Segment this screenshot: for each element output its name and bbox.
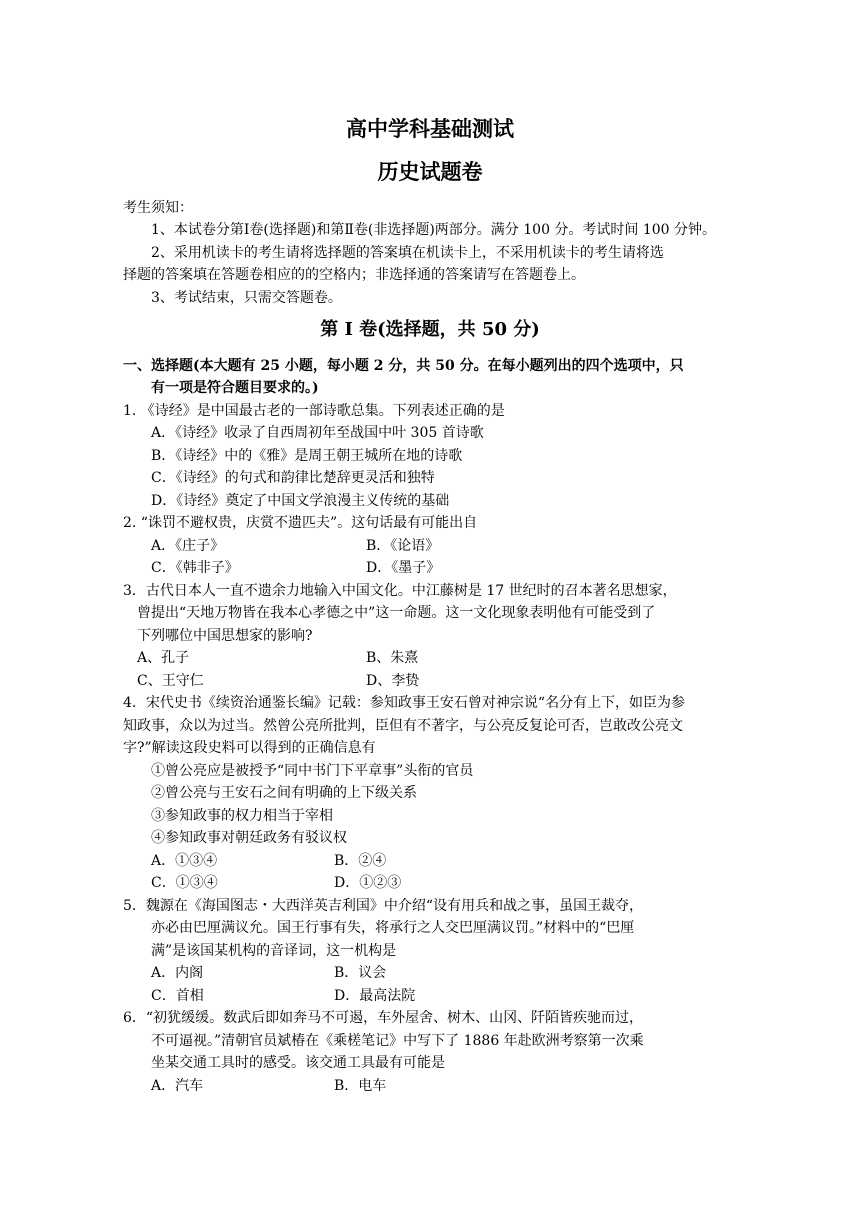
question-6-option-a: A．汽车 [151, 1078, 204, 1094]
question-2-option-a: A．《庄子》 [151, 538, 225, 554]
notice-heading: 考生须知： [123, 200, 193, 216]
question-1-option-c: C．《诗经》的句式和韵律比楚辞更灵活和独特 [151, 470, 435, 486]
question-2-option-c: C．《韩非子》 [151, 560, 239, 576]
question-2-stem: 2. “诛罚不避权贵，庆赏不遗匹夫”。这句话最有可能出自 [123, 515, 478, 531]
question-4-stem-line-3: 字?”解读这段史料可以得到的正确信息有 [123, 740, 376, 756]
question-4-option-c: C．①③④ [151, 875, 218, 891]
question-1-stem: 1. 《诗经》是中国最古老的一部诗歌总集。下列表述正确的是 [123, 403, 505, 419]
question-3-stem-line-1: 3．古代日本人一直不遗余力地输入中国文化。中江藤树是 17 世纪时的召本著名思想家， [123, 583, 677, 599]
question-1-option-d: D．《诗经》奠定了中国文学浪漫主义传统的基础 [151, 493, 450, 509]
question-6-stem-line-1: 6．“初犹缓缓。数武后即如奔马不可遏，车外屋舍、树木、山冈、阡陌皆疾驰而过， [123, 1010, 644, 1026]
question-5-stem-line-1: 5．魏源在《海国图志・大西洋英吉利国》中介绍“设有用兵和战之事，虽国王裁夺， [123, 898, 644, 914]
question-4-option-a: A．①③④ [151, 853, 218, 869]
question-2-option-d: D．《墨子》 [366, 560, 441, 576]
question-5-option-d: D．最高法院 [334, 988, 416, 1004]
section-instruction-line-2: 有一项是符合题目要求的。) [151, 380, 319, 396]
notice-item-2-line-2: 择题的答案填在答题卷相应的的空格内；非选择通的答案请写在答题卷上。 [123, 267, 585, 283]
exam-title: 高中学科基础测试 [346, 116, 514, 141]
section-title: 第 I 卷(选择题，共 50 分) [320, 319, 540, 340]
notice-item-1: 1、本试卷分第Ⅰ卷(选择题)和第Ⅱ卷(非选择题)两部分。满分 100 分。考试时间 100 分钟。 [151, 222, 717, 238]
question-4-option-d: D．①②③ [334, 875, 402, 891]
question-6-option-b: B．电车 [334, 1078, 387, 1094]
question-4-statement-4: ④参知政事对朝廷政务有驳议权 [151, 830, 347, 846]
question-5-option-a: A．内阁 [151, 965, 204, 981]
question-3-option-a: A、孔子 [137, 650, 190, 666]
question-5-option-b: B．议会 [334, 965, 387, 981]
question-5-stem-line-3: 满”是该国某机构的音译词，这一机构是 [151, 943, 397, 959]
question-4-statement-2: ②曾公亮与王安石之间有明确的上下级关系 [151, 785, 417, 801]
question-3-option-b: B、朱熹 [366, 650, 419, 666]
notice-item-2-line-1: 2、采用机读卡的考生请将选择题的答案填在机读卡上，不采用机读卡的考生请将选 [151, 245, 664, 261]
question-4-stem-line-1: 4．宋代史书《续资治通鉴长编》记载：参知政事王安石曾对神宗说“名分有上下，如臣为参 [123, 695, 686, 711]
notice-item-3: 3、考试结束，只需交答题卷。 [151, 290, 342, 306]
question-6-stem-line-3: 坐某交通工具时的感受。该交通工具最有可能是 [151, 1055, 445, 1071]
question-2-option-b: B．《论语》 [366, 538, 440, 554]
question-5-option-c: C．首相 [151, 988, 204, 1004]
question-3-stem-line-3: 下列哪位中国思想家的影响? [137, 628, 313, 644]
question-4-statement-3: ③参知政事的权力相当于宰相 [151, 808, 333, 824]
question-5-stem-line-2: 亦必由巴厘满议允。国王行事有失，将承行之人交巴厘满议罚。”材料中的“巴厘 [151, 920, 635, 936]
question-4-stem-line-2: 知政事，众以为过当。然曾公亮所批判，臣但有不著字，与公亮反复论可否，岂敢改公亮文 [123, 718, 683, 734]
question-3-stem-line-2: 曾提出“天地万物皆在我本心孝德之中”这一命题。这一文化现象表明他有可能受到了 [137, 605, 656, 621]
question-3-option-d: D、李贽 [366, 673, 420, 689]
question-4-option-b: B．②④ [334, 853, 387, 869]
question-4-statement-1: ①曾公亮应是被授予“同中书门下平章事”头衔的官员 [151, 763, 474, 779]
question-1-option-a: A．《诗经》收录了自西周初年至战国中叶 305 首诗歌 [151, 425, 484, 441]
section-instruction-line-1: 一、选择题(本大题有 25 小题，每小题 2 分，共 50 分。在每小题列出的四个选项中，只 [123, 358, 684, 374]
question-6-stem-line-2: 不可逼视。”清朝官员斌椿在《乘槎笔记》中写下了 1886 年赴欧洲考察第一次乘 [151, 1033, 644, 1049]
exam-subtitle: 历史试题卷 [377, 159, 483, 184]
question-1-option-b: B．《诗经》中的《雅》是周王朝王城所在地的诗歌 [151, 448, 463, 464]
question-3-option-c: C、王守仁 [137, 673, 204, 689]
